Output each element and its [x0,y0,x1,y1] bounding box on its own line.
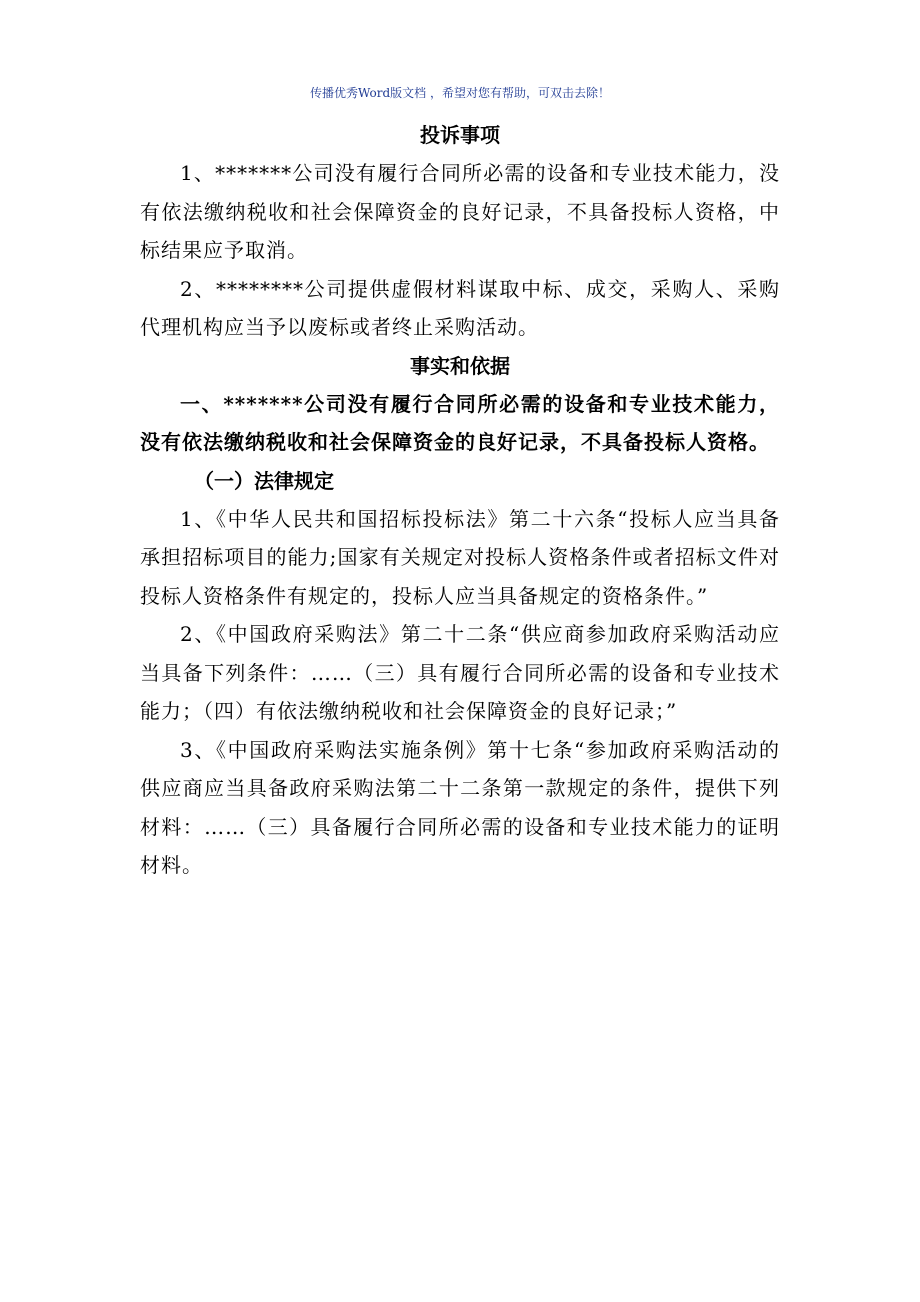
law-citation: 2、《中国政府采购法》第二十二条“供应商参加政府采购活动应当具备下列条件：……（三）具有履行合同所必需的设备和专业技术能力；（四）有依法缴纳税收和社会保障资金的良好记录；” [140,622,780,723]
complaint-item: 1、*******公司没有履行合同所必需的设备和专业技术能力，没有依法缴纳税收和社会保障资金的良好记录，不具备投标人资格，中标结果应予取消。 [140,161,780,262]
subsection-title-legal: （一）法律规定 [194,468,334,493]
fact-point-heading: 一、*******公司没有履行合同所必需的设备和专业技术能力，没有依法缴纳税收和社会保障资金的良好记录，不具备投标人资格。 [140,391,780,454]
header-note: 传播优秀Word版文档 ，希望对您有帮助，可双击去除！ [310,86,610,100]
law-citation: 1、《中华人民共和国招标投标法》第二十六条“投标人应当具备承担招标项目的能力;国家有关规定对投标人资格条件或者招标文件对投标人资格条件有规定的，投标人应当具备规定的资格条件。” [140,506,780,608]
document-body [140,116,780,885]
law-citation: 3、《中国政府采购法实施条例》第十七条“参加政府采购活动的供应商应当具备政府采购法第二十二条第一款规定的条件，提供下列材料：……（三）具备履行合同所必需的设备和专业技术能力的证明材料。 [140,737,780,877]
complaint-item: 2、********公司提供虚假材料谋取中标、成交，采购人、采购代理机构应当予以废标或者终止采购活动。 [140,276,780,339]
section-title-complaints: 投诉事项 [420,123,500,147]
section-title-facts: 事实和依据 [410,353,510,378]
